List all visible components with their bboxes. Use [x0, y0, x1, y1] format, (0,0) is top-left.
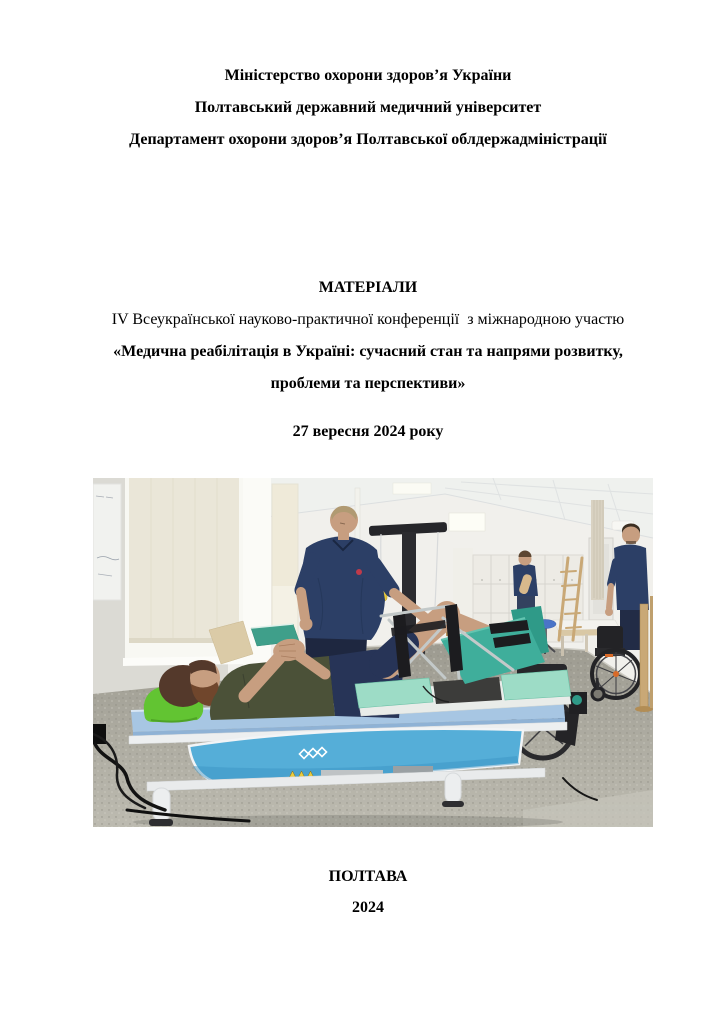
ceiling-light-strip [393, 483, 431, 494]
year-line: 2024 [352, 899, 384, 916]
materials-heading: МАТЕРІАЛИ [318, 279, 418, 296]
whiteboard [93, 484, 121, 600]
header-line-university: Полтавський державний медичний університет [194, 99, 542, 116]
city-line: ПОЛТАВА [328, 868, 408, 885]
scrub-logo [356, 569, 362, 575]
second-window [272, 484, 298, 638]
curtain [591, 500, 604, 600]
ceiling-light-panel [449, 513, 485, 531]
conference-line: IV Всеукраїнської науково-практичної конференції з міжнародною участю [111, 311, 625, 328]
conference-date: 27 вересня 2024 року [292, 423, 444, 440]
header-line-department: Департамент охорони здоров’я Полтавської облдержадміністрації [129, 131, 607, 148]
conference-title-line-2: проблеми та перспективи» [270, 375, 466, 392]
cover-photo [93, 478, 653, 827]
conference-title-line-1: «Медична реабілітація в Україні: сучасний стан та напрями розвитку, [113, 343, 623, 360]
rehab-room-illustration [93, 478, 653, 827]
header-line-ministry: Міністерство охорони здоров’я України [224, 67, 512, 84]
